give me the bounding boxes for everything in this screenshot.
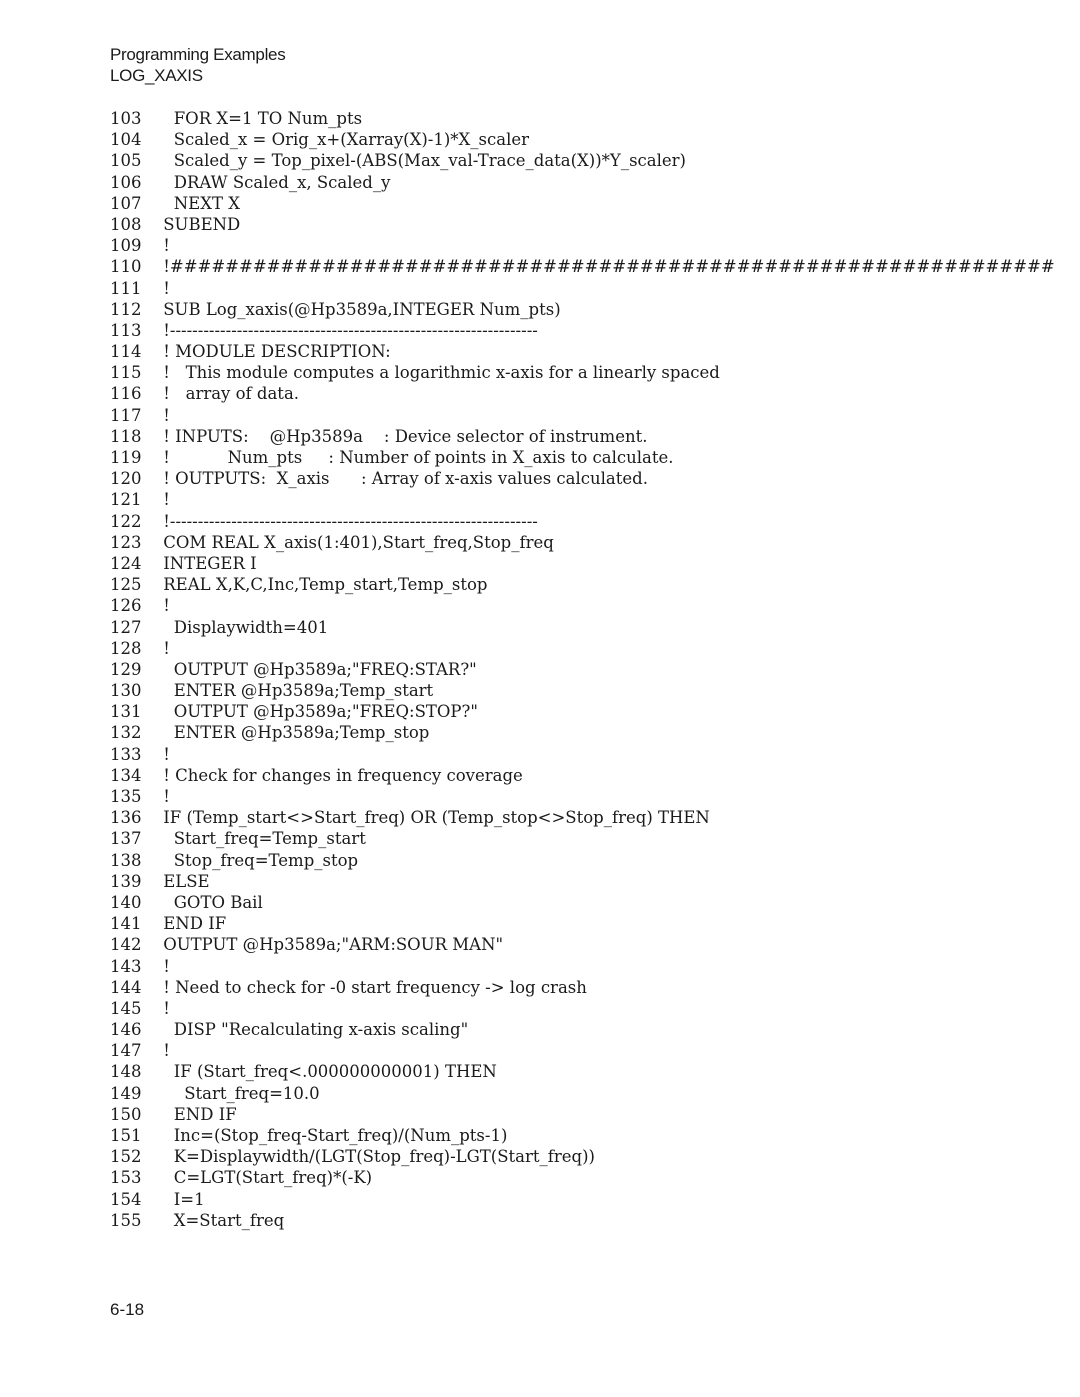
line-number: 115 [110,363,142,383]
line-number: 154 [110,1189,142,1209]
line-number: 129 [110,659,142,679]
line-number: 144 [110,977,142,997]
code-line [110,744,1055,765]
code-line [110,214,1055,235]
line-number: 127 [110,617,142,637]
line-code: COM REAL X_axis(1:401),Start_freq,Stop_freq [158,532,554,552]
line-code: IF (Start_freq<.000000000001) THEN [158,1062,497,1082]
line-code: OUTPUT @Hp3589a;"ARM:SOUR MAN" [158,935,504,955]
line-code: ! [158,787,170,806]
code-line [110,1104,1055,1125]
line-code: Start_freq=Temp_start [158,829,366,849]
code-line [110,1125,1055,1146]
line-code: ! [158,490,170,510]
line-code: REAL X,K,C,Inc,Temp_start,Temp_stop [158,575,488,595]
code-line [110,553,1055,574]
code-line [110,256,1055,277]
line-code: END IF [158,1104,237,1124]
line-code: Scaled_x = Orig_x+(Xarray(X)-1)*X_scaler [158,130,530,150]
line-code: ! Num_pts : Number of points in X_axis to calculate. [158,448,674,467]
line-code: ! MODULE DESCRIPTION: [158,342,391,362]
code-line [110,320,1055,341]
line-number: 137 [110,829,142,849]
code-line [110,1019,1055,1040]
code-line [110,956,1055,977]
line-number: 104 [110,130,142,150]
line-number: 114 [110,342,142,362]
code-line [110,1040,1055,1061]
line-number: 113 [110,320,142,340]
line-code: INTEGER I [158,553,257,573]
line-number: 147 [110,1041,142,1061]
line-number: 120 [110,469,142,489]
code-line [110,1146,1055,1167]
code-line [110,489,1055,510]
code-line [110,807,1055,828]
code-line [110,447,1055,468]
code-line [110,235,1055,256]
code-line [110,850,1055,871]
section-title: Programming Examples [110,45,286,64]
code-line [110,638,1055,659]
code-line [110,405,1055,426]
line-code: ! INPUTS: @Hp3589a : Device selector of instrument. [158,426,648,446]
line-code: FOR X=1 TO Num_pts [158,109,363,128]
code-line [110,680,1055,701]
line-code: ! OUTPUTS: X_axis : Array of x-axis values calculated. [158,469,648,489]
line-number: 119 [110,448,142,467]
line-number: 146 [110,1020,142,1040]
line-code: ! [158,405,170,425]
line-code: NEXT X [158,193,240,213]
line-code: ! [158,744,170,764]
line-number: 109 [110,236,142,256]
line-code: ! [158,1041,170,1061]
code-line [110,278,1055,299]
code-line [110,426,1055,447]
line-code: ! [158,278,170,298]
code-line [110,595,1055,616]
code-line [110,193,1055,214]
line-code: IF (Temp_start<>Start_freq) OR (Temp_stop<>Stop_freq) THEN [158,808,710,828]
code-line [110,341,1055,362]
line-number: 140 [110,892,142,912]
line-code: END IF [158,914,227,934]
line-number: 133 [110,744,142,764]
line-number: 108 [110,214,142,234]
line-code: SUB Log_xaxis(@Hp3589a,INTEGER Num_pts) [158,299,561,319]
code-line [110,511,1055,532]
line-code: ! This module computes a logarithmic x-axis for a linearly spaced [158,363,720,383]
topic-title: LOG_XAXIS [110,66,203,85]
line-code: ! array of data. [158,384,300,404]
line-number: 155 [110,1210,142,1230]
running-header [110,44,285,86]
line-number: 122 [110,511,142,531]
line-number: 141 [110,914,142,934]
line-code: OUTPUT @Hp3589a;"FREQ:STAR?" [158,659,477,679]
code-line [110,998,1055,1019]
line-code: ! [158,236,170,256]
line-number: 148 [110,1062,142,1082]
line-code: !################################################################ [158,257,1055,277]
line-number: 152 [110,1147,142,1167]
code-line [110,1167,1055,1188]
line-number: 132 [110,723,142,743]
line-code: Inc=(Stop_freq-Start_freq)/(Num_pts-1) [158,1126,508,1145]
code-line [110,299,1055,320]
line-number: 106 [110,172,142,192]
line-number: 124 [110,553,142,573]
line-number: 131 [110,702,142,722]
code-line [110,150,1055,171]
line-code: DRAW Scaled_x, Scaled_y [158,172,391,192]
line-code: GOTO Bail [158,892,263,912]
code-line [110,765,1055,786]
code-line [110,1061,1055,1082]
line-code: ! [158,638,170,658]
line-code: OUTPUT @Hp3589a;"FREQ:STOP?" [158,702,478,722]
line-number: 130 [110,681,142,701]
line-code: ELSE [158,871,210,891]
line-code: ENTER @Hp3589a;Temp_start [158,681,434,701]
line-number: 139 [110,871,142,891]
line-number: 138 [110,850,142,870]
line-number: 103 [110,109,142,128]
code-line [110,468,1055,489]
code-line [110,786,1055,807]
line-number: 123 [110,532,142,552]
code-line [110,362,1055,383]
line-number: 145 [110,998,142,1018]
line-number: 134 [110,765,142,785]
line-number: 149 [110,1083,142,1103]
code-line [110,172,1055,193]
line-number: 150 [110,1104,142,1124]
line-number: 126 [110,596,142,616]
line-code: ! [158,998,170,1018]
line-code: !------------------------------------------------------------------ [158,320,538,340]
code-line [110,892,1055,913]
code-line [110,828,1055,849]
line-number: 117 [110,405,142,425]
line-number: 153 [110,1168,142,1188]
line-number: 142 [110,935,142,955]
code-line [110,934,1055,955]
line-number: 151 [110,1126,142,1145]
code-line [110,871,1055,892]
code-line [110,1083,1055,1104]
line-number: 128 [110,638,142,658]
line-code: ! Need to check for -0 start frequency -> log crash [158,977,587,997]
code-line [110,722,1055,743]
code-line [110,574,1055,595]
line-number: 116 [110,384,142,404]
line-code: DISP "Recalculating x-axis scaling" [158,1020,469,1040]
line-code: ! [158,596,170,616]
line-code: SUBEND [158,214,241,234]
line-number: 112 [110,299,142,319]
line-number: 118 [110,426,142,446]
line-number: 111 [110,278,142,298]
code-line [110,659,1055,680]
line-code: ! Check for changes in frequency coverage [158,765,523,785]
line-code: Scaled_y = Top_pixel-(ABS(Max_val-Trace_data(X))*Y_scaler) [158,151,686,171]
line-code: I=1 [158,1189,205,1209]
line-code: X=Start_freq [158,1210,285,1230]
code-line [110,701,1055,722]
line-number: 143 [110,956,142,976]
line-code: !------------------------------------------------------------------ [158,511,538,531]
line-number: 105 [110,151,142,171]
line-code: ENTER @Hp3589a;Temp_stop [158,723,430,743]
line-number: 135 [110,787,142,806]
code-line [110,1189,1055,1210]
page-number: 6-18 [110,1300,145,1319]
line-code: Start_freq=10.0 [158,1083,320,1103]
code-line [110,129,1055,150]
line-number: 125 [110,575,142,595]
line-number: 107 [110,193,142,213]
code-line [110,617,1055,638]
line-code: Stop_freq=Temp_stop [158,850,359,870]
line-code: C=LGT(Start_freq)*(-K) [158,1168,373,1188]
code-listing [110,108,1055,1231]
line-code: Displaywidth=401 [158,617,329,637]
code-line [110,383,1055,404]
code-line [110,108,1055,129]
line-code: K=Displaywidth/(LGT(Stop_freq)-LGT(Start_freq)) [158,1147,595,1167]
code-line [110,532,1055,553]
code-line [110,1210,1055,1231]
line-number: 121 [110,490,142,510]
line-number: 136 [110,808,142,828]
line-code: ! [158,956,170,976]
line-number: 110 [110,257,142,277]
code-line [110,913,1055,934]
code-line [110,977,1055,998]
